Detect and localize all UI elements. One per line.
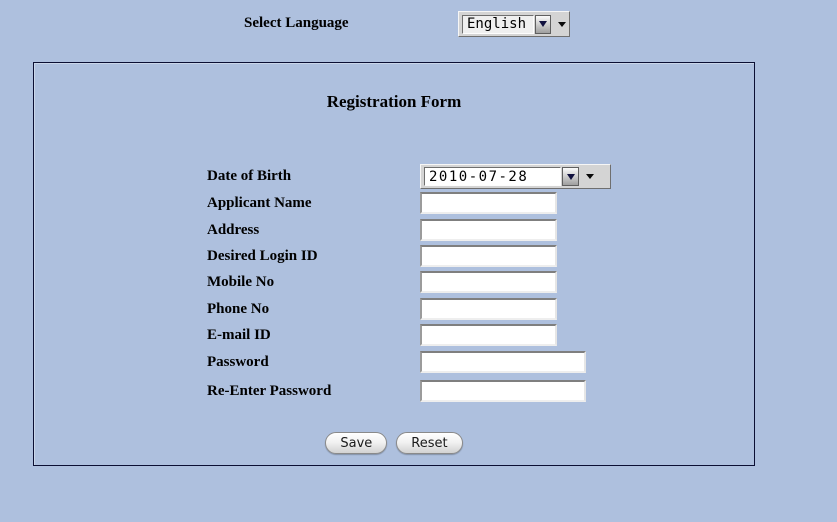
phone-no-label: Phone No xyxy=(207,301,270,317)
chevron-down-icon xyxy=(539,21,547,27)
registration-form xyxy=(33,62,755,466)
language-dropdown-value[interactable]: English xyxy=(462,15,534,34)
form-row-date-of-birth xyxy=(34,164,754,189)
form-row-re-enter-password xyxy=(34,380,754,405)
language-dropdown[interactable] xyxy=(458,11,570,37)
email-id-input[interactable] xyxy=(420,324,557,346)
form-row-mobile-no xyxy=(34,271,754,296)
select-language-label: Select Language xyxy=(244,15,349,31)
chevron-down-icon xyxy=(567,174,575,180)
dropdown-arrow-icon[interactable] xyxy=(586,174,594,179)
address-label: Address xyxy=(207,222,260,238)
date-of-birth-value[interactable]: 2010-07-28 xyxy=(424,167,561,186)
applicant-name-input[interactable] xyxy=(420,192,557,214)
phone-no-input[interactable] xyxy=(420,298,557,320)
form-row-phone-no xyxy=(34,298,754,323)
re-enter-password-input[interactable] xyxy=(420,380,586,402)
form-row-desired-login-id xyxy=(34,245,754,270)
mobile-no-input[interactable] xyxy=(420,271,557,293)
re-enter-password-label: Re-Enter Password xyxy=(207,383,332,399)
language-dropdown-button[interactable] xyxy=(535,15,551,34)
address-input[interactable] xyxy=(420,219,557,241)
reset-button[interactable]: Reset xyxy=(396,432,462,454)
password-label: Password xyxy=(207,354,269,370)
form-row-password xyxy=(34,351,754,376)
mobile-no-label: Mobile No xyxy=(207,274,275,290)
form-row-applicant-name xyxy=(34,192,754,217)
form-title: Registration Form xyxy=(326,92,462,111)
date-of-birth-label: Date of Birth xyxy=(207,168,292,184)
form-buttons xyxy=(34,432,754,454)
desired-login-id-label: Desired Login ID xyxy=(207,248,318,264)
email-id-label: E-mail ID xyxy=(207,327,271,343)
password-input[interactable] xyxy=(420,351,586,373)
desired-login-id-input[interactable] xyxy=(420,245,557,267)
date-of-birth-dropdown-button[interactable] xyxy=(562,167,579,186)
applicant-name-label: Applicant Name xyxy=(207,195,312,211)
save-button[interactable]: Save xyxy=(325,432,387,454)
dropdown-arrow-icon[interactable] xyxy=(558,22,566,27)
form-row-address xyxy=(34,219,754,244)
form-row-email-id xyxy=(34,324,754,349)
date-of-birth-combo[interactable] xyxy=(420,164,611,189)
